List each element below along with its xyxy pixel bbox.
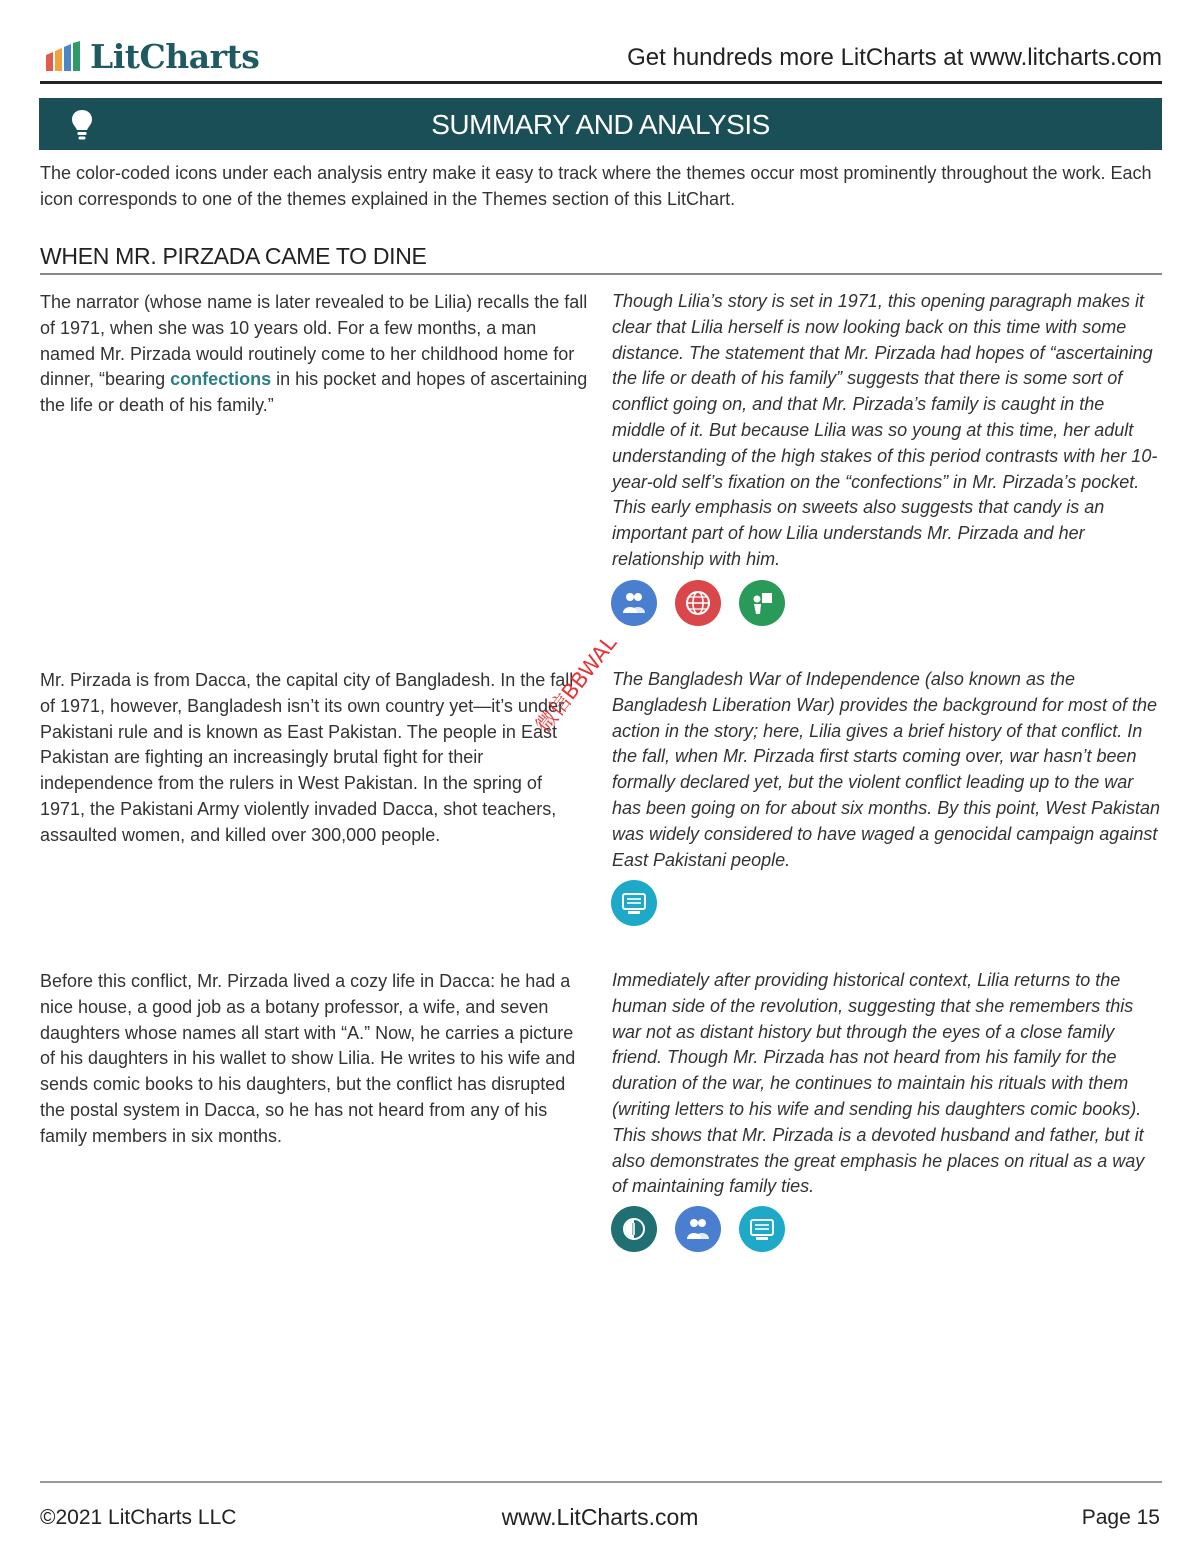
page-header — [40, 34, 1162, 82]
banner-title: SUMMARY AND ANALYSIS — [431, 109, 770, 140]
header-divider — [40, 81, 1162, 84]
watermark-text: 微信BBWAL — [531, 631, 622, 738]
logo-bars-icon — [44, 41, 82, 71]
section-divider — [40, 273, 1162, 275]
analysis-entry-1: Though Lilia’s story is set in 1971, this opening paragraph makes it clear that Lilia herself is now looking back on this time with some distance. The statement that Mr. Pirzada had hopes of “ascertaining the life or death of his family” suggests that there is some sort of conflict going on, and that Mr. Pirzada’s family is caught in the middle of it. But because Lilia was so young at this time, her adult understanding of the high stakes of this period contrasts with her 10-year-old self’s fixation on the “confections” in Mr. Pirzada’s pocket. This early emphasis on sweets also suggests that candy is an important part of how Lilia understands Mr. Pirzada and her relationship with him. — [612, 291, 1158, 569]
intro-text: The color-coded icons under each analysis entry make it easy to track where the themes occur most prominently throughout the work. Each icon corresponds to one of the themes explained in the Themes section of this LitChart. — [40, 163, 1152, 209]
header-tagline[interactable]: Get hundreds more LitCharts at www.litcharts.com — [627, 44, 1162, 71]
logo-text: LitCharts — [90, 36, 260, 76]
section-title: WHEN MR. PIRZADA CAME TO DINE — [40, 243, 427, 269]
community-theme-icon[interactable] — [611, 580, 657, 626]
confections-link[interactable]: confections — [170, 369, 272, 390]
analysis-entry-2: The Bangladesh War of Independence (also known as the Bangladesh Liberation War) provides the background for most of the action in the story; here, Lilia gives a brief history of that conflict. In the fall, when Mr. Pirzada first starts coming over, war hasn’t been formally declared yet, but the violent conflict leading up to the war has been going on for about six months. By this point, West Pakistan was widely considered to have waged a genocidal campaign against East Pakistani people. — [612, 669, 1160, 870]
tv-news-theme-icon[interactable] — [739, 1206, 785, 1252]
summary-entry-1 — [40, 290, 590, 419]
footer-page-number: Page 15 — [1081, 1506, 1160, 1529]
theme-icons-row-3 — [611, 1206, 785, 1252]
summary-entry-3: Before this conflict, Mr. Pirzada lived a cozy life in Dacca: he had a nice house, a good job as a botany professor, a wife, and seven daughters whose names all start with “A.” Now, he carries a picture of his daughters in his wallet to show Lilia. He writes to his wife and sends comic books to his daughters, but the conflict has disrupted the postal system in Dacca, so he has not heard from any of his family members in six months. — [40, 971, 576, 1146]
community-theme-icon[interactable] — [675, 1206, 721, 1252]
globe-theme-icon[interactable] — [675, 580, 721, 626]
summary-text: The narrator (whose name is later revealed to be Lilia) recalls the fall of 1971, when she was 10 years old. For a few months, a man named Mr. Pirzada would routinely come to her childhood home for dinner, “bearing — [40, 292, 588, 390]
theme-icons-row-2 — [611, 880, 657, 926]
footer-copyright: ©2021 LitCharts LLC — [40, 1506, 237, 1529]
growing-up-theme-icon[interactable] — [739, 580, 785, 626]
litcharts-logo[interactable] — [44, 36, 259, 76]
ritual-theme-icon[interactable] — [611, 1206, 657, 1252]
tv-news-theme-icon[interactable] — [611, 880, 657, 926]
section-banner — [39, 98, 1162, 150]
footer-divider — [40, 1481, 1162, 1483]
analysis-entry-3: Immediately after providing historical context, Lilia returns to the human side of the revolution, suggesting that she remembers this war not as distant history but through the eyes of a close family friend. Though Mr. Pirzada has not heard from his family for the duration of the war, he continues to maintain his rituals with them (writing letters to his wife and sending his daughters comic books). This shows that Mr. Pirzada is a devoted husband and father, but it also demonstrates the great emphasis he places on ritual as a way of maintaining family ties. — [612, 970, 1145, 1197]
footer-website-link[interactable]: www.LitCharts.com — [501, 1504, 699, 1530]
theme-icons-row-1 — [611, 580, 785, 626]
summary-text: in his pocket and hopes of ascertaining the life or death of his family.” — [40, 369, 588, 416]
summary-entry-2: Mr. Pirzada is from Dacca, the capital city of Bangladesh. In the fall of 1971, however, Bangladesh isn’t its own country yet—it’s under Pakistani rule and is known as East Pakistan. The people in East Pakistan are fighting an increasingly brutal fight for their independence from the rulers in West Pakistan. In the spring of 1971, the Pakistani Army violently invaded Dacca, shot teachers, assaulted women, and killed over 300,000 people. — [40, 670, 574, 845]
